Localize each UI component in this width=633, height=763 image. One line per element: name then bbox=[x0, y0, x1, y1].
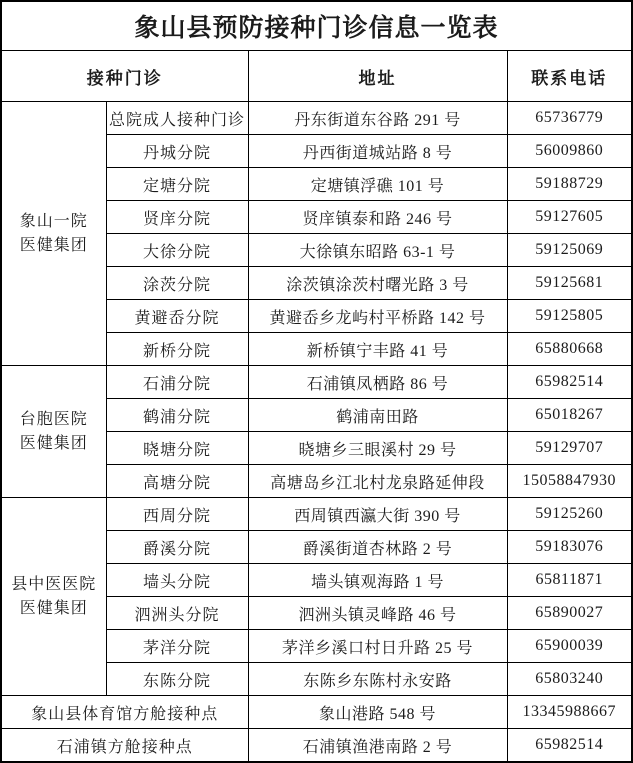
column-header-address: 地址 bbox=[248, 51, 507, 102]
page-title: 象山县预防接种门诊信息一览表 bbox=[1, 1, 632, 51]
phone-number: 59125681 bbox=[507, 267, 632, 300]
clinic-table-body bbox=[1, 102, 632, 763]
standalone-site-row bbox=[1, 696, 632, 729]
address-text: 爵溪街道杏林路 2 号 bbox=[248, 531, 507, 564]
group-label-line: 医健集团 bbox=[19, 434, 88, 452]
title-row bbox=[1, 1, 632, 51]
address-text: 茅洋乡溪口村日升路 25 号 bbox=[248, 630, 507, 663]
group-label-line: 台胞医院 bbox=[19, 410, 88, 428]
group-label-cell bbox=[1, 498, 106, 696]
clinic-row bbox=[1, 102, 632, 135]
phone-number: 65982514 bbox=[507, 729, 632, 763]
phone-number: 59125805 bbox=[507, 300, 632, 333]
branch-name: 贤庠分院 bbox=[106, 201, 248, 234]
phone-number: 59183076 bbox=[507, 531, 632, 564]
address-text: 西周镇西瀛大街 390 号 bbox=[248, 498, 507, 531]
address-text: 新桥镇宁丰路 41 号 bbox=[248, 333, 507, 366]
address-text: 黄避岙乡龙屿村平桥路 142 号 bbox=[248, 300, 507, 333]
phone-number: 59127605 bbox=[507, 201, 632, 234]
group-label-line: 医健集团 bbox=[19, 236, 88, 254]
branch-name: 定塘分院 bbox=[106, 168, 248, 201]
phone-number: 59129707 bbox=[507, 432, 632, 465]
phone-number: 15058847930 bbox=[507, 465, 632, 498]
phone-number: 56009860 bbox=[507, 135, 632, 168]
branch-name: 石浦分院 bbox=[106, 366, 248, 399]
address-text: 东陈乡东陈村永安路 bbox=[248, 663, 507, 696]
group-label-cell bbox=[1, 102, 106, 366]
column-header-phone: 联系电话 bbox=[507, 51, 632, 102]
clinic-row bbox=[1, 498, 632, 531]
address-text: 定塘镇浮礁 101 号 bbox=[248, 168, 507, 201]
branch-name: 西周分院 bbox=[106, 498, 248, 531]
branch-name: 总院成人接种门诊 bbox=[106, 102, 248, 135]
phone-number: 65736779 bbox=[507, 102, 632, 135]
site-name: 石浦镇方舱接种点 bbox=[1, 729, 248, 763]
phone-number: 65803240 bbox=[507, 663, 632, 696]
phone-number: 65900039 bbox=[507, 630, 632, 663]
address-text: 墙头镇观海路 1 号 bbox=[248, 564, 507, 597]
address-text: 高塘岛乡江北村龙泉路延伸段 bbox=[248, 465, 507, 498]
branch-name: 高塘分院 bbox=[106, 465, 248, 498]
phone-number: 65811871 bbox=[507, 564, 632, 597]
address-text: 大徐镇东昭路 63-1 号 bbox=[248, 234, 507, 267]
branch-name: 鹤浦分院 bbox=[106, 399, 248, 432]
address-text: 晓塘乡三眼溪村 29 号 bbox=[248, 432, 507, 465]
branch-name: 丹城分院 bbox=[106, 135, 248, 168]
phone-number: 59188729 bbox=[507, 168, 632, 201]
column-header-clinic: 接种门诊 bbox=[1, 51, 248, 102]
address-text: 鹤浦南田路 bbox=[248, 399, 507, 432]
phone-number: 65982514 bbox=[507, 366, 632, 399]
phone-number: 65880668 bbox=[507, 333, 632, 366]
branch-name: 晓塘分院 bbox=[106, 432, 248, 465]
branch-name: 黄避岙分院 bbox=[106, 300, 248, 333]
group-label-cell bbox=[1, 366, 106, 498]
group-label-line: 医健集团 bbox=[19, 599, 88, 617]
phone-number: 65018267 bbox=[507, 399, 632, 432]
branch-name: 涂茨分院 bbox=[106, 267, 248, 300]
standalone-site-row bbox=[1, 729, 632, 763]
column-header-row bbox=[1, 51, 632, 102]
branch-name: 大徐分院 bbox=[106, 234, 248, 267]
branch-name: 墙头分院 bbox=[106, 564, 248, 597]
address-text: 泗洲头镇灵峰路 46 号 bbox=[248, 597, 507, 630]
branch-name: 泗洲头分院 bbox=[106, 597, 248, 630]
phone-number: 59125260 bbox=[507, 498, 632, 531]
address-text: 丹东街道东谷路 291 号 bbox=[248, 102, 507, 135]
branch-name: 爵溪分院 bbox=[106, 531, 248, 564]
address-text: 涂茨镇涂茨村曙光路 3 号 bbox=[248, 267, 507, 300]
address-text: 象山港路 548 号 bbox=[248, 696, 507, 729]
site-name: 象山县体育馆方舱接种点 bbox=[1, 696, 248, 729]
group-label-line: 象山一院 bbox=[19, 212, 88, 230]
address-text: 石浦镇凤栖路 86 号 bbox=[248, 366, 507, 399]
address-text: 石浦镇渔港南路 2 号 bbox=[248, 729, 507, 763]
address-text: 贤庠镇泰和路 246 号 bbox=[248, 201, 507, 234]
phone-number: 59125069 bbox=[507, 234, 632, 267]
group-label-line: 县中医医院 bbox=[11, 575, 97, 593]
phone-number: 65890027 bbox=[507, 597, 632, 630]
clinic-row bbox=[1, 366, 632, 399]
branch-name: 新桥分院 bbox=[106, 333, 248, 366]
branch-name: 茅洋分院 bbox=[106, 630, 248, 663]
branch-name: 东陈分院 bbox=[106, 663, 248, 696]
address-text: 丹西街道城站路 8 号 bbox=[248, 135, 507, 168]
phone-number: 13345988667 bbox=[507, 696, 632, 729]
